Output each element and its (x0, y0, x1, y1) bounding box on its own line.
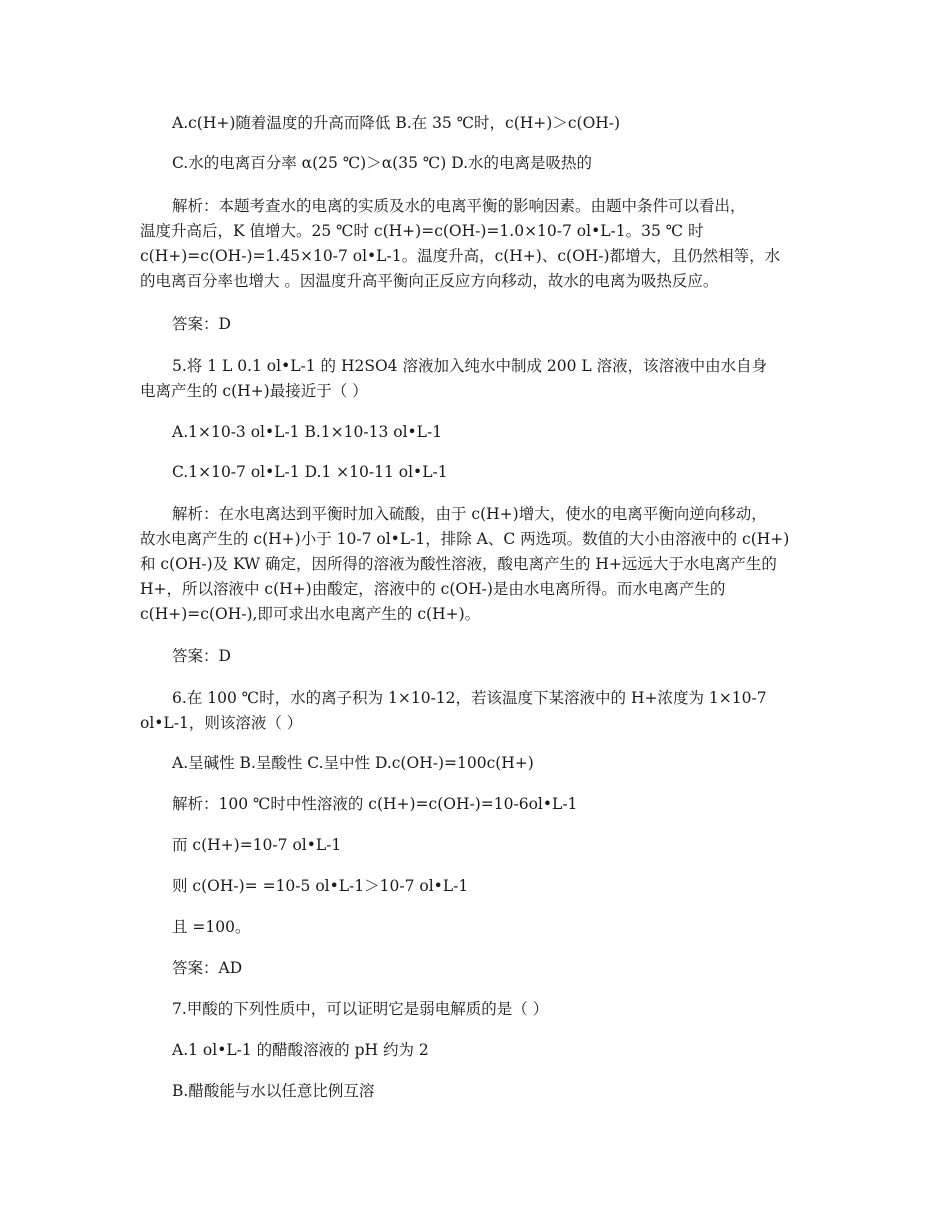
analysis-line-q4-3: c(H+)=c(OH-)=1.45×10-7 ol•L-1。温度升高，c(H+)、c(OH-)都增大，且仍然相等，水 (140, 247, 781, 265)
analysis-line-q5-3: 和 c(OH-)及 KW 确定，因所得的溶液为酸性溶液，酸电离产生的 H+远远大于水电离产生的 (140, 555, 777, 573)
answer-line-q6: 答案：AD (172, 959, 243, 977)
analysis-line-q6-1: 解析：100 ℃时中性溶液的 c(H+)=c(OH-)=10-6ol•L-1 (172, 795, 578, 813)
analysis-line-q5-2: 故水电离产生的 c(H+)小于 10-7 ol•L-1，排除 A、C 两选项。数值的大小由溶液中的 c(H+) (140, 530, 790, 548)
question-line-q7: 7.甲酸的下列性质中，可以证明它是弱电解质的是（ ） (172, 1000, 549, 1018)
question-line-q5-1: 5.将 1 L 0.1 ol•L-1 的 H2SO4 溶液加入纯水中制成 200 L 溶液，该溶液中由水自身 (172, 357, 768, 375)
option-line-ab-q4: A.c(H+)随着温度的升高而降低 B.在 35 ℃时，c(H+)＞c(OH-) (172, 114, 621, 132)
question-line-q6-2: ol•L-1，则该溶液（ ） (140, 714, 303, 732)
option-line-q6: A.呈碱性 B.呈酸性 C.呈中性 D.c(OH-)=100c(H+) (172, 754, 534, 772)
analysis-line-q4-4: 的电离百分率也增大 。因温度升高平衡向正反应方向移动，故水的电离为吸热反应。 (140, 272, 719, 290)
analysis-line-q6-3: 则 c(OH-)= =10-5 ol•L-1＞10-7 ol•L-1 (172, 877, 469, 895)
analysis-line-q5-5: c(H+)=c(OH-),即可求出水电离产生的 c(H+)。 (140, 605, 481, 623)
analysis-line-q4-2: 温度升高后，K 值增大。25 ℃时 c(H+)=c(OH-)=1.0×10-7 ol•L-1。35 ℃ 时 (140, 222, 704, 240)
question-line-q5-2: 电离产生的 c(H+)最接近于（ ） (140, 382, 368, 400)
answer-line-q5: 答案：D (172, 647, 231, 665)
analysis-line-q6-2: 而 c(H+)=10-7 ol•L-1 (172, 836, 342, 854)
option-line-b-q7: B.醋酸能与水以任意比例互溶 (172, 1082, 375, 1100)
option-line-cd-q4: C.水的电离百分率 α(25 ℃)＞α(35 ℃) D.水的电离是吸热的 (172, 154, 592, 172)
analysis-line-q5-1: 解析：在水电离达到平衡时加入硫酸，由于 c(H+)增大，使水的电离平衡向逆向移动， (172, 505, 767, 523)
question-line-q6-1: 6.在 100 ℃时，水的离子积为 1×10-12，若该温度下某溶液中的 H+浓度为 1×10-7 (172, 689, 767, 707)
option-line-a-q7: A.1 ol•L-1 的醋酸溶液的 pH 约为 2 (172, 1041, 429, 1059)
option-line-ab-q5: A.1×10-3 ol•L-1 B.1×10-13 ol•L-1 (172, 423, 443, 441)
option-line-cd-q5: C.1×10-7 ol•L-1 D.1 ×10-11 ol•L-1 (172, 463, 448, 481)
answer-line-q4: 答案：D (172, 315, 231, 333)
analysis-line-q6-4: 且 =100。 (172, 918, 251, 936)
analysis-line-q5-4: H+，所以溶液中 c(H+)由酸定，溶液中的 c(OH-)是由水电离所得。而水电离产生的 (140, 580, 726, 598)
analysis-line-q4-1: 解析：本题考查水的电离的实质及水的电离平衡的影响因素。由题中条件可以看出， (172, 197, 746, 215)
